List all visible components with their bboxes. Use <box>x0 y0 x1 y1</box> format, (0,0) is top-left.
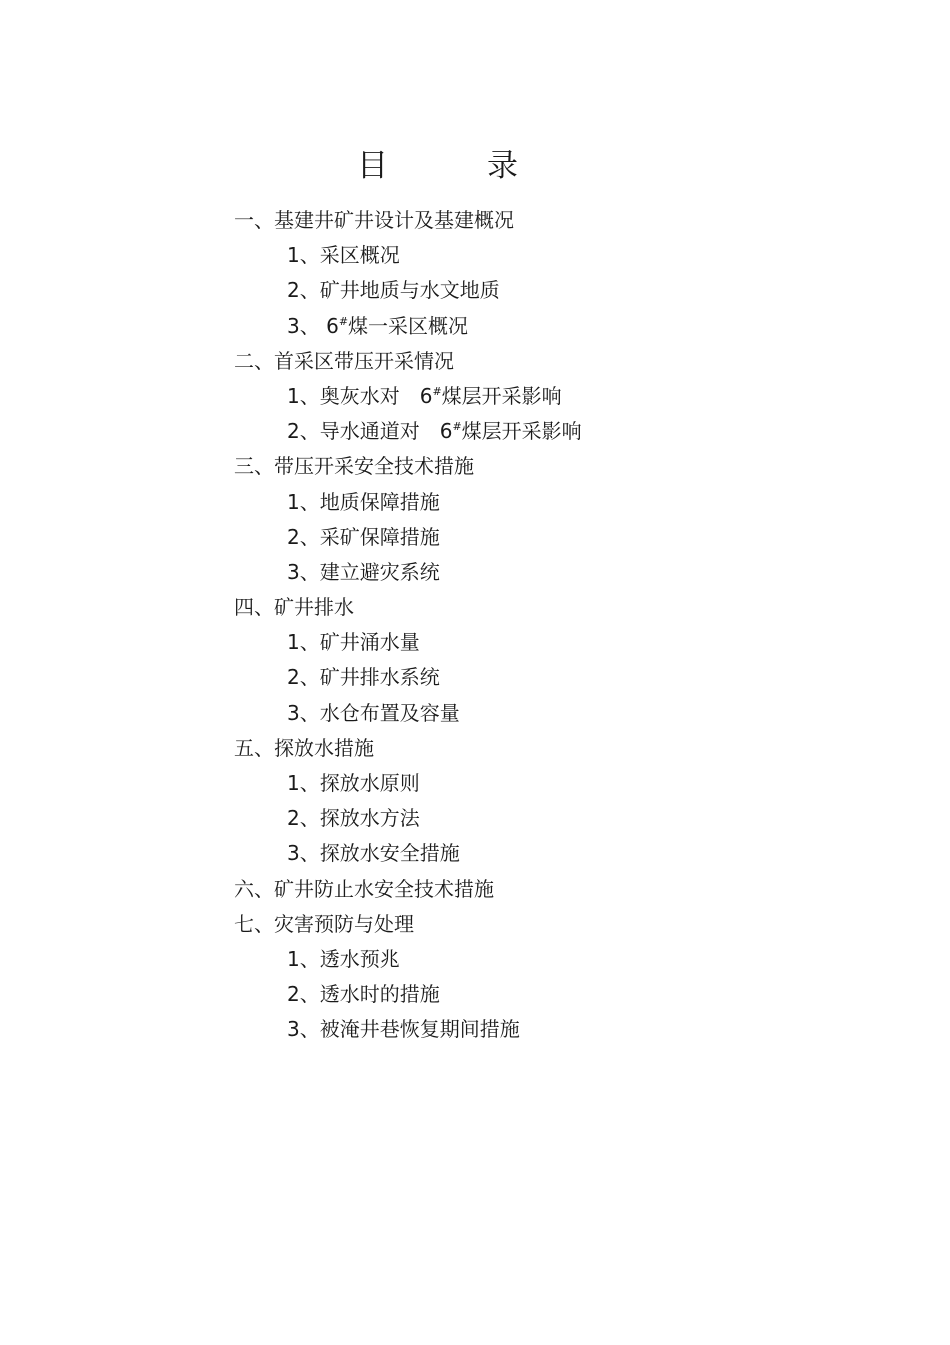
toc-section-entry: 2、矿井地质与水文地质 <box>287 278 500 303</box>
toc-chapter-entry: 六、矿井防止水安全技术措施 <box>234 876 494 901</box>
toc-chapter-entry: 二、首采区带压开采情况 <box>234 348 454 373</box>
toc-section-entry: 1、采区概况 <box>287 243 400 268</box>
toc-section-entry: 3、被淹井巷恢复期间措施 <box>287 1017 520 1042</box>
toc-list <box>0 203 582 1048</box>
seam-number-mark: # <box>338 314 349 328</box>
toc-section-entry: 1、矿井涌水量 <box>287 630 420 655</box>
seam-number-mark: # <box>432 384 442 398</box>
toc-section-entry: 3、建立避灾系统 <box>287 559 440 584</box>
toc-entry-text: 1、奥灰水对 6 <box>287 383 433 408</box>
toc-entry-text: 3、 6 <box>287 313 339 338</box>
toc-section-entry: 3、探放水安全措施 <box>287 841 460 866</box>
toc-chapter-entry: 一、基建井矿井设计及基建概况 <box>234 208 514 232</box>
toc-section-entry <box>0 414 582 449</box>
toc-chapter-entry: 三、带压开采安全技术措施 <box>234 454 474 479</box>
toc-section-entry: 1、透水预兆 <box>287 946 400 971</box>
toc-entry-text: 煤一采区概况 <box>348 313 469 338</box>
toc-chapter-entry: 五、探放水措施 <box>234 735 374 760</box>
toc-section-entry <box>0 379 582 414</box>
toc-section-entry: 3、水仓布置及容量 <box>287 700 460 725</box>
toc-title: 目 录 <box>357 148 552 184</box>
toc-entry-text: 煤层开采影响 <box>441 383 562 408</box>
toc-section-entry: 2、探放水方法 <box>287 806 420 831</box>
toc-section-entry: 2、采矿保障措施 <box>287 524 440 549</box>
toc-section-entry: 1、地质保障措施 <box>287 489 440 514</box>
toc-entry-text: 煤层开采影响 <box>461 419 582 444</box>
toc-section-entry <box>0 309 582 344</box>
toc-entry-text: 2、导水通道对 6 <box>287 419 453 444</box>
toc-section-entry: 2、透水时的措施 <box>287 982 440 1007</box>
toc-section-entry: 2、矿井排水系统 <box>287 665 440 690</box>
seam-number-mark: # <box>452 420 462 434</box>
toc-section-entry: 1、探放水原则 <box>287 771 420 795</box>
toc-chapter-entry: 七、灾害预防与处理 <box>234 911 414 936</box>
toc-chapter-entry: 四、矿井排水 <box>234 595 354 620</box>
